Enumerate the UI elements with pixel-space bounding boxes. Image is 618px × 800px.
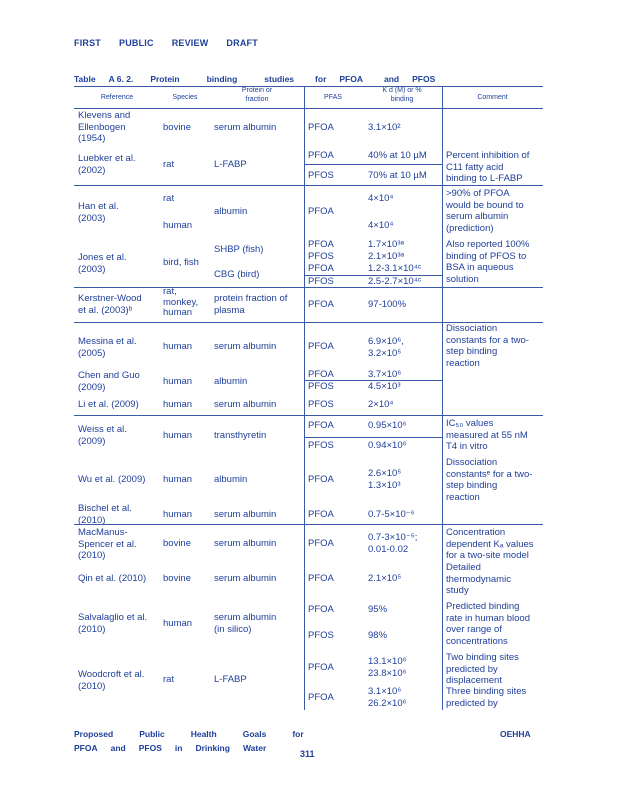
table-rule — [74, 415, 543, 416]
footer-word: Proposed — [74, 729, 114, 739]
ref-line: Bischel et al. — [78, 503, 132, 514]
page-footer — [74, 727, 304, 755]
row-chen-pfas-b: PFOS — [308, 381, 334, 392]
comment-line: reaction — [446, 491, 480, 503]
row-macmanus-protein: serum albumin — [214, 538, 277, 549]
row-luebker-comment — [446, 150, 529, 185]
ref-line: MacManus- — [78, 527, 128, 538]
row-jones-protein-b: CBG (bird) — [214, 269, 260, 280]
row-woodcroft-value-b — [368, 686, 407, 709]
comment-line: Percent inhibition of — [446, 150, 530, 161]
row-jones-protein-a: SHBP (fish) — [214, 244, 264, 255]
comment-line: reaction — [446, 357, 480, 369]
row-weiss-pfas-b: PFOS — [308, 440, 334, 451]
ref-line: (2002) — [78, 164, 106, 176]
row-salvalaglio-protein — [214, 612, 276, 635]
row-jones-pfas-2: PFOS — [308, 251, 334, 262]
row-salvalaglio-value-a: 95% — [368, 604, 388, 615]
table-rule — [74, 524, 543, 525]
caption-word: for — [315, 74, 327, 84]
row-wu-comment — [446, 457, 532, 503]
row-bischel-protein: serum albumin — [214, 509, 277, 520]
caption-word: PFOA — [339, 74, 364, 84]
caption-word: binding — [206, 74, 238, 84]
row-wu-value — [368, 468, 401, 491]
comment-line: solution — [446, 273, 479, 285]
ref-line: Spencer et al. — [78, 538, 137, 550]
row-macmanus-value — [368, 532, 417, 555]
comment-line: Detailed — [446, 562, 481, 573]
row-chen-value-b: 4.5×10³ — [368, 381, 401, 392]
col-header-species: Species — [172, 94, 198, 101]
species-line: human — [163, 307, 193, 318]
ref-line: (1954) — [78, 133, 106, 144]
col-header-kd — [362, 86, 442, 104]
row-klevens-protein: serum albumin — [214, 122, 277, 133]
table-rule — [74, 86, 543, 87]
row-woodcroft-comment-a — [446, 652, 519, 687]
row-bischel-value: 0.7-5×10⁻⁶ — [368, 509, 415, 520]
value-line: 3.1×10⁶ — [368, 686, 402, 697]
caption-word: Protein — [150, 74, 180, 84]
comment-line: measured at 55 nM — [446, 429, 528, 441]
row-qin-species: bovine — [163, 573, 191, 584]
row-wu-species: human — [163, 474, 193, 485]
comment-line: predicted by — [446, 697, 498, 709]
row-luebker-pfas-a: PFOA — [308, 150, 334, 161]
comment-line: concentrations — [446, 635, 508, 647]
comment-line: Two binding sites — [446, 652, 519, 663]
row-klevens-value: 3.1×10² — [368, 122, 401, 133]
row-weiss-species: human — [163, 430, 193, 441]
footer-word: in — [174, 743, 183, 753]
ref-line: (2009) — [78, 381, 106, 393]
row-li-protein: serum albumin — [214, 399, 277, 410]
ref-line: et al. (2003)ᵇ — [78, 304, 133, 316]
header-word: REVIEW — [171, 38, 209, 48]
row-weiss-value-a: 0.95×10⁶ — [368, 420, 407, 431]
caption-word: PFOS — [412, 74, 436, 84]
row-messina-pfas: PFOA — [308, 341, 334, 352]
row-chen-protein: albumin — [214, 376, 248, 387]
row-messina-comment — [446, 323, 529, 369]
value-line: 1.3×10³ — [368, 479, 401, 491]
ref-line: Luebker et al. — [78, 153, 136, 164]
row-bischel-reference — [78, 503, 132, 526]
col-header-pfas: PFAS — [324, 94, 342, 101]
row-han-value-b: 4×10⁴ — [368, 220, 394, 231]
footer-word: PFOA — [74, 743, 98, 753]
table-rule-partial — [304, 164, 442, 165]
comment-line: study — [446, 585, 469, 596]
comment-line: T4 in vitro — [446, 441, 488, 452]
row-han-comment — [446, 188, 524, 234]
caption-word: A 6. 2. — [108, 74, 134, 84]
comment-line: binding of PFOS to — [446, 250, 527, 262]
row-salvalaglio-pfas-a: PFOA — [308, 604, 334, 615]
comment-line: dependent Kₐ values — [446, 538, 534, 550]
row-salvalaglio-comment — [446, 601, 530, 647]
row-weiss-pfas-a: PFOA — [308, 420, 334, 431]
comment-line: (prediction) — [446, 222, 494, 234]
row-woodcroft-species: rat — [163, 674, 175, 685]
row-bischel-pfas: PFOA — [308, 509, 334, 520]
value-line: 6.9×10⁶, — [368, 336, 404, 347]
row-messina-species: human — [163, 341, 193, 352]
value-line: 2.6×10⁵ — [368, 468, 402, 479]
row-salvalaglio-reference — [78, 612, 147, 635]
row-kerstner-value: 97-100% — [368, 299, 407, 310]
comment-line: Predicted binding — [446, 601, 520, 612]
comment-line: step binding — [446, 480, 498, 491]
ref-line: (2005) — [78, 347, 106, 359]
col-header-comment: Comment — [477, 94, 508, 101]
row-weiss-value-b: 0.94×10⁶ — [368, 440, 407, 451]
row-li-value: 2×10⁴ — [368, 399, 394, 410]
table-rule-partial — [304, 437, 442, 438]
row-qin-reference: Qin et al. (2010) — [78, 573, 147, 584]
ref-line: Jones et al. — [78, 252, 127, 263]
footer-word: and — [110, 743, 126, 753]
row-weiss-comment — [446, 418, 528, 453]
header-word: PUBLIC — [119, 38, 154, 48]
caption-word: studies — [264, 74, 295, 84]
row-han-protein: albumin — [214, 206, 248, 217]
footer-word: for — [292, 729, 304, 739]
row-jones-reference — [78, 252, 127, 275]
ref-line: Chen and Guo — [78, 370, 140, 381]
row-luebker-value-a: 40% at 10 µM — [368, 150, 427, 161]
row-chen-reference — [78, 370, 140, 393]
row-chen-pfas-a: PFOA — [308, 369, 334, 380]
comment-line: constants for a two- — [446, 334, 529, 346]
row-li-pfas: PFOS — [308, 399, 334, 410]
row-woodcroft-comment-b — [446, 686, 526, 709]
row-chen-species: human — [163, 376, 193, 387]
protein-line: plasma — [214, 304, 245, 316]
comment-line: BSA in aqueous — [446, 262, 514, 273]
ref-line: Klevens and — [78, 110, 131, 121]
table-caption — [74, 74, 435, 84]
row-luebker-species: rat — [163, 159, 175, 170]
ref-line: (2003) — [78, 212, 106, 224]
row-woodcroft-pfas-b: PFOA — [308, 692, 334, 703]
ref-line: (2010) — [78, 550, 106, 561]
footer-line-2 — [74, 741, 304, 755]
row-chen-value-a: 3.7×10⁶ — [368, 369, 402, 380]
row-woodcroft-pfas-a: PFOA — [308, 662, 334, 673]
species-line: monkey, — [163, 296, 199, 308]
row-jones-species: bird, fish — [163, 257, 199, 268]
row-li-reference: Li et al. (2009) — [78, 399, 139, 410]
row-jones-value-1: 1.7×10³ᵃ — [368, 239, 405, 250]
column-divider — [442, 86, 443, 710]
value-line: 26.2×10⁶ — [368, 697, 407, 709]
comment-line: constantsᵉ for a two- — [446, 468, 533, 480]
table-rule — [74, 108, 543, 109]
row-luebker-reference — [78, 153, 136, 176]
comment-line: >90% of PFOA — [446, 188, 510, 199]
row-weiss-protein: transthyretin — [214, 430, 267, 441]
footer-word: Goals — [242, 729, 267, 739]
col-header-protein-line2: fraction — [245, 96, 269, 103]
protein-line: protein fraction of — [214, 293, 288, 304]
row-qin-value: 2.1×10⁵ — [368, 573, 402, 584]
ref-line: Kerstner-Wood — [78, 293, 142, 304]
row-macmanus-reference — [78, 527, 137, 562]
ref-line: Ellenbogen — [78, 121, 126, 133]
row-woodcroft-reference — [78, 669, 144, 692]
footer-line-1 — [74, 727, 304, 741]
footer-word: Water — [242, 743, 267, 753]
comment-line: thermodynamic — [446, 573, 511, 585]
row-woodcroft-value-a — [368, 656, 407, 679]
footer-word: Drinking — [195, 743, 230, 753]
row-jones-comment — [446, 239, 529, 285]
value-line: 0.01-0.02 — [368, 543, 409, 555]
comment-line: IC₅₀ values — [446, 418, 494, 429]
row-macmanus-comment — [446, 527, 534, 562]
comment-line: would be bound to — [446, 199, 524, 211]
row-woodcroft-protein: L-FABP — [214, 674, 247, 685]
comment-line: for a two-site model — [446, 550, 529, 561]
row-messina-reference — [78, 336, 137, 359]
row-salvalaglio-species: human — [163, 618, 193, 629]
row-wu-pfas: PFOA — [308, 474, 334, 485]
row-han-species-b: human — [163, 220, 193, 231]
row-han-pfas: PFOA — [308, 206, 334, 217]
footer-word: Health — [190, 729, 217, 739]
ref-line: Weiss et al. — [78, 424, 127, 435]
row-jones-value-2: 2.1×10³ᵃ — [368, 251, 405, 262]
header-word: DRAFT — [226, 38, 258, 48]
value-line: 13.1×10⁶ — [368, 656, 407, 667]
row-wu-protein: albumin — [214, 474, 248, 485]
row-kerstner-reference — [78, 293, 142, 316]
comment-line: Dissociation — [446, 457, 498, 468]
row-jones-pfas-1: PFOA — [308, 239, 334, 250]
row-kerstner-protein — [214, 293, 287, 316]
row-klevens-species: bovine — [163, 122, 191, 133]
col-header-kd-line1: K d (M) or % — [382, 87, 422, 94]
row-li-species: human — [163, 399, 193, 410]
comment-line: Three binding sites — [446, 686, 527, 697]
ref-line: (2010) — [78, 514, 106, 526]
row-macmanus-pfas: PFOA — [308, 538, 334, 549]
value-line: 3.2×10⁵ — [368, 347, 402, 359]
row-qin-pfas: PFOA — [308, 573, 334, 584]
caption-word: Table — [74, 74, 96, 84]
protein-line: (in silico) — [214, 623, 252, 635]
table-rule — [74, 185, 543, 186]
col-header-kd-line2: binding — [390, 96, 414, 103]
comment-line: Dissociation — [446, 323, 498, 334]
ref-line: Messina et al. — [78, 336, 137, 347]
footer-word: PFOS — [138, 743, 162, 753]
row-jones-pfas-3: PFOA — [308, 263, 334, 274]
comment-line: binding to L-FABP — [446, 173, 523, 184]
row-jones-value-3: 1.2-3.1×10⁴ᶜ — [368, 263, 422, 274]
ref-line: Woodcroft et al. — [78, 669, 145, 680]
row-weiss-reference — [78, 424, 127, 447]
row-qin-protein: serum albumin — [214, 573, 277, 584]
row-han-value-a: 4×10⁴ — [368, 193, 394, 204]
ref-line: (2003) — [78, 263, 106, 275]
caption-word: and — [384, 74, 400, 84]
row-luebker-protein: L-FABP — [214, 159, 247, 170]
comment-line: Concentration — [446, 527, 506, 538]
row-macmanus-species: bovine — [163, 538, 191, 549]
row-luebker-value-b: 70% at 10 µM — [368, 170, 427, 181]
row-salvalaglio-value-b: 98% — [368, 630, 388, 641]
species-line: rat, — [163, 286, 177, 297]
ref-line: (2010) — [78, 623, 106, 635]
row-jones-pfas-4: PFOS — [308, 276, 334, 287]
ref-line: (2010) — [78, 680, 106, 692]
comment-line: over range of — [446, 624, 502, 635]
page-number: 311 — [300, 749, 315, 759]
value-line: 23.8×10⁶ — [368, 667, 407, 679]
comment-line: step binding — [446, 346, 498, 357]
comment-line: serum albumin — [446, 211, 509, 222]
col-header-protein-line1: Protein or — [241, 87, 273, 94]
comment-line: displacement — [446, 675, 502, 686]
row-messina-value — [368, 336, 404, 359]
row-klevens-pfas: PFOA — [308, 122, 334, 133]
comment-line: predicted by — [446, 663, 498, 675]
protein-line: serum albumin — [214, 612, 277, 623]
ref-line: (2009) — [78, 435, 106, 447]
col-header-reference: Reference — [100, 94, 134, 101]
footer-word: Public — [139, 729, 165, 739]
row-wu-reference: Wu et al. (2009) — [78, 474, 146, 485]
row-bischel-species: human — [163, 509, 193, 520]
row-kerstner-pfas: PFOA — [308, 299, 334, 310]
row-klevens-reference — [78, 110, 130, 145]
ref-line: Salvalaglio et al. — [78, 612, 148, 623]
ref-line: Han et al. — [78, 201, 119, 212]
col-header-protein — [210, 86, 304, 104]
row-luebker-pfas-b: PFOS — [308, 170, 334, 181]
header-word: FIRST — [74, 38, 101, 48]
value-line: 0.7-3×10⁻⁵; — [368, 532, 418, 543]
comment-line: Also reported 100% — [446, 239, 530, 250]
row-jones-value-4: 2.5-2.7×10⁴ᶜ — [368, 276, 422, 287]
row-han-reference — [78, 201, 119, 224]
column-divider — [304, 86, 305, 710]
row-kerstner-species — [163, 287, 198, 319]
row-messina-protein: serum albumin — [214, 341, 277, 352]
row-qin-comment — [446, 562, 511, 597]
running-header — [74, 38, 258, 48]
comment-line: C11 fatty acid — [446, 161, 504, 173]
row-han-species-a: rat — [163, 193, 175, 204]
row-salvalaglio-pfas-b: PFOS — [308, 630, 334, 641]
comment-line: rate in human blood — [446, 612, 530, 624]
footer-agency: OEHHA — [500, 729, 531, 739]
